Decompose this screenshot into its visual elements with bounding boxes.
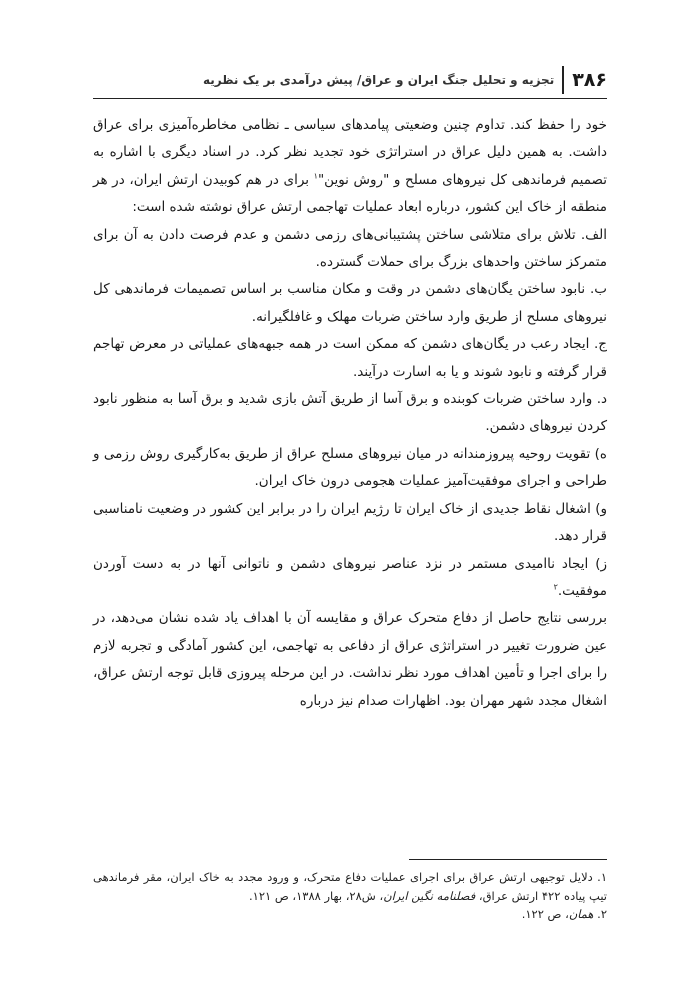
footnotes xyxy=(93,868,607,924)
footnote-ref-2[interactable]: ۲ xyxy=(553,582,558,592)
footnote-1-text-end: ، ش۲۸، بهار ۱۳۸۸، ص ۱۲۱. xyxy=(248,888,384,903)
list-item-last xyxy=(93,551,607,606)
footnote-2-number: ۲. xyxy=(593,907,607,921)
footnote-2-text-end: ، ص ۱۲۲. xyxy=(521,907,569,921)
list-item: ب. نابود ساختن یگان‌های دشمن در وقت و مکان مناسب بر اساس تصمیمات فرماندهی کل نیروهای مسلح از طریق وارد ساختن ضربات مهلک و غافلگیرانه. xyxy=(93,281,607,325)
list-item: د. وارد ساختن ضربات کوبنده و برق آسا از طریق آتش بازی شدید و برق آسا به منظور نابود کردن نیروهای دشمن. xyxy=(93,391,607,435)
header-divider xyxy=(562,66,564,94)
intro-text: خود را حفظ کند. تداوم چنین وضعیتی پیامدهای سیاسی ـ نظامی مخاطره‌آمیزی برای عراق داشت. به همین دلیل عراق در استراتژی خود تجدید نظر کرد. در اسناد دیگری با اشاره به تصمیم فرماندهی کل نیروهای مسلح و "روش نوین" xyxy=(93,117,607,188)
list-item: ه) تقویت روحیه پیروزمندانه در میان نیروهای مسلح عراق از طریق به‌کارگیری روش رزمی و طراحی و اجرای موفقیت‌آمیز عملیات هجومی درون خاک ایران. xyxy=(93,445,607,490)
footnote-1-journal: فصلنامه نگین ایران xyxy=(383,888,476,903)
page-number: ۳۸۶ xyxy=(572,69,607,91)
footnote-2-ref: همان xyxy=(568,907,594,921)
footnote-ref-1[interactable]: ۱ xyxy=(313,171,318,181)
running-title: تجزیه و تحلیل جنگ ایران و عراق/ پیش درآمدی بر یک نظریه xyxy=(202,73,555,87)
footnote-1 xyxy=(93,868,607,905)
intro-text-end: برای در هم کوبیدن ارتش ایران، در هر منطقه از خاک این کشور، درباره ابعاد عملیات تهاجمی ارتش عراق نوشته شده است: xyxy=(93,171,607,216)
body-text xyxy=(93,112,607,715)
list-item: و) اشغال نقاط جدیدی از خاک ایران تا رژیم ایران را در برابر این کشور در وضعیت نامناسبی قرار دهد. xyxy=(93,500,607,545)
paragraph-intro xyxy=(93,112,607,222)
list-item: الف. تلاش برای متلاشی ساختن پشتیبانی‌های رزمی دشمن و عدم فرصت دادن به آن برای متمرکز ساختن واحدهای بزرگ برای حملات گسترده. xyxy=(93,226,607,271)
list-item: ج. ایجاد رعب در یگان‌های دشمن که ممکن است در همه جبهه‌های عملیاتی در معرض تهاجم قرار گرفته و نابود شوند و یا به اسارت درآیند. xyxy=(93,336,607,380)
paragraph-conclusion: بررسی نتایج حاصل از دفاع متحرک عراق و مقایسه آن با اهداف یاد شده نشان می‌دهد، در عین ضرورت تغییر در استراتژی عراق از دفاعی به تهاجمی، این کشور آمادگی و تجربه لازم را برای اجرا و تأمین اهداف مورد نظر نداشت. در این مرحله پیروزی قابل توجه ارتش عراق، اشغال مجدد شهر مهران بود. اظهارات صدام نیز درباره xyxy=(93,610,607,709)
footnote-2 xyxy=(93,905,607,924)
last-item-text: ز) ایجاد ناامیدی مستمر در نزد عناصر نیروهای دشمن و ناتوانی آنها در به دست آوردن موفقیت. xyxy=(93,555,607,599)
footnote-1-text: ۱. دلایل توجیهی ارتش عراق برای اجرای عملیات دفاع متحرک، و ورود مجدد به خاک ایران، مقر فرماندهی تیپ پیاده ۴۲۲ ارتش عراق، xyxy=(93,870,607,903)
footnote-rule xyxy=(409,859,607,860)
page-header xyxy=(93,62,607,99)
